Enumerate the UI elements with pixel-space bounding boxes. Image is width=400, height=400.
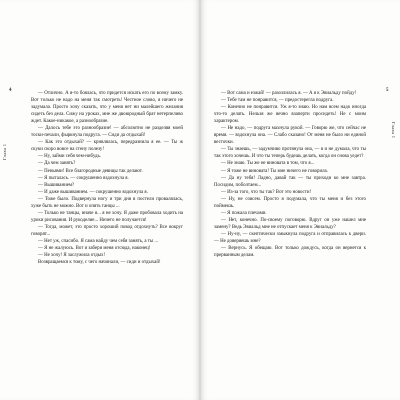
- paragraph: — Тогда, может, это просто хороший повод отдохнуть? Все вокруг говорят...: [31, 224, 183, 237]
- paragraph: — Тоже было. Подвернула ногу и три дня в постели провалялась, хуже быть не можно. Вот и опять танцы ...: [31, 196, 183, 209]
- paragraph: — Я тоже не виновата! Ты мне ничего не говорила.: [221, 168, 328, 174]
- right-page-number: 5: [386, 88, 389, 93]
- right-page-text: [214, 90, 366, 259]
- paragraph: — Вернусь. Я обещаю. Вот только дождусь, когда он вернется к прерванным делам.: [214, 246, 366, 259]
- paragraph: — И даже вышиванием. — сокрушенно вздохнула я.: [38, 189, 148, 195]
- paragraph: — Ты знаешь, — задумчиво протянула она, — я и не думала, что ты так этого хочешь. И что ты теперь будешь делать, когда он снова уедет?: [214, 147, 366, 160]
- paragraph: — Из-за того, что ты так? Вот это новости!: [221, 189, 312, 195]
- paragraph: — Вот сама и езжай! — разозлилась я. — А я к Эвиальду пойду!: [221, 91, 357, 96]
- left-page-text: [31, 90, 183, 266]
- paragraph: — Не знаю. Ты же не виновата в том, что я...: [221, 161, 315, 167]
- paragraph: — Далось тебе это разнообразие! — абсолютно не разделяя моей тоски-печали, фыркнула подруга. — Сиди да отдыхай!: [31, 126, 183, 139]
- paragraph: — Я не жалуюсь. Вот и забери меня отсюда, наконец!: [38, 246, 151, 252]
- paragraph: — Не надо, — подруга махнула рукой. — Говорю же, что сейчас не время. — вздохнула она. — Слабо сказано! От меня не было ни единой весточки.: [214, 126, 366, 146]
- paragraph: — Да ну тебя! Ладно, давай так — ты приходи ко мне завтра. Посидим, поболтаем...: [214, 175, 366, 188]
- paragraph: — Ну, не совсем. Просто я подумала, что ты меня и без этого поймешь.: [214, 196, 366, 209]
- paragraph: — Пеньями! Все благородные девицы так делают.: [38, 168, 143, 174]
- gutter: [199, 0, 201, 400]
- paragraph: Возвращаемся к тому, с чего начинали, — сиди и отдыхай!: [38, 260, 161, 266]
- paragraph: — Вышиванием?: [38, 182, 75, 188]
- paragraph: — Нет уж, спасибо. Я сама найду чем себя занять, а ты ...: [38, 238, 159, 244]
- right-running-head: Глава 1: [391, 122, 396, 139]
- paragraph: — Как это отдыхай? — кривлялась, передразнила я ее. — Ты ж скуки скоро вовсе на стену полезу!: [31, 140, 183, 153]
- paragraph: — Только не танцы, иначе я... я не хочу. Я даже пробовала ходить на уроки рисования. И рукоделие... Ничего не получается!: [31, 210, 183, 223]
- paragraph: — Конечно не понравится. Уж я-то знаю. Но нам всем надо иногда что-то делать. Нельзя же вечно взаперти просидеть! Не с моим характером.: [214, 105, 366, 125]
- paragraph: — Не хочу! Я заслужила отдых!: [38, 253, 106, 259]
- paragraph: — Да чем занять?: [38, 161, 76, 167]
- paragraph: — Ну, займи себя чем-нибудь.: [38, 154, 101, 160]
- left-page-number: 4: [9, 88, 12, 93]
- paragraph: — Ну-ну, — скептически хмыкнула подруга и отправилась к двери. — Не доверяешь мне?: [214, 231, 366, 244]
- paragraph: — Нет, конечно. По-своему поговорю. Вдруг он уже нашел мне замену? Ведь Эвиальд мне не отпускает меня к Эвиальду?: [214, 217, 366, 230]
- paragraph: — Отлично. А я-то боялась, что придется искать его по всему замку. Вот только не надо на меня так смотреть! Честное слово, я ничего не задумала. Просто хочу сказать, что у меня нет ни малейшего желания сидеть без дела. Сижу на уроках, мне же двоюродный брат нетерпеливо ждет. Какое-никакое, а разнообразие.: [31, 91, 183, 125]
- paragraph: — Я пыталась. — сокрушенно вздохнула я.: [38, 175, 129, 181]
- paragraph: — Тебе там не понравится, — предостерегла подруга.: [221, 98, 334, 104]
- left-running-head: Глава 1: [2, 143, 7, 160]
- paragraph: — Я пожала плечами.: [221, 210, 267, 216]
